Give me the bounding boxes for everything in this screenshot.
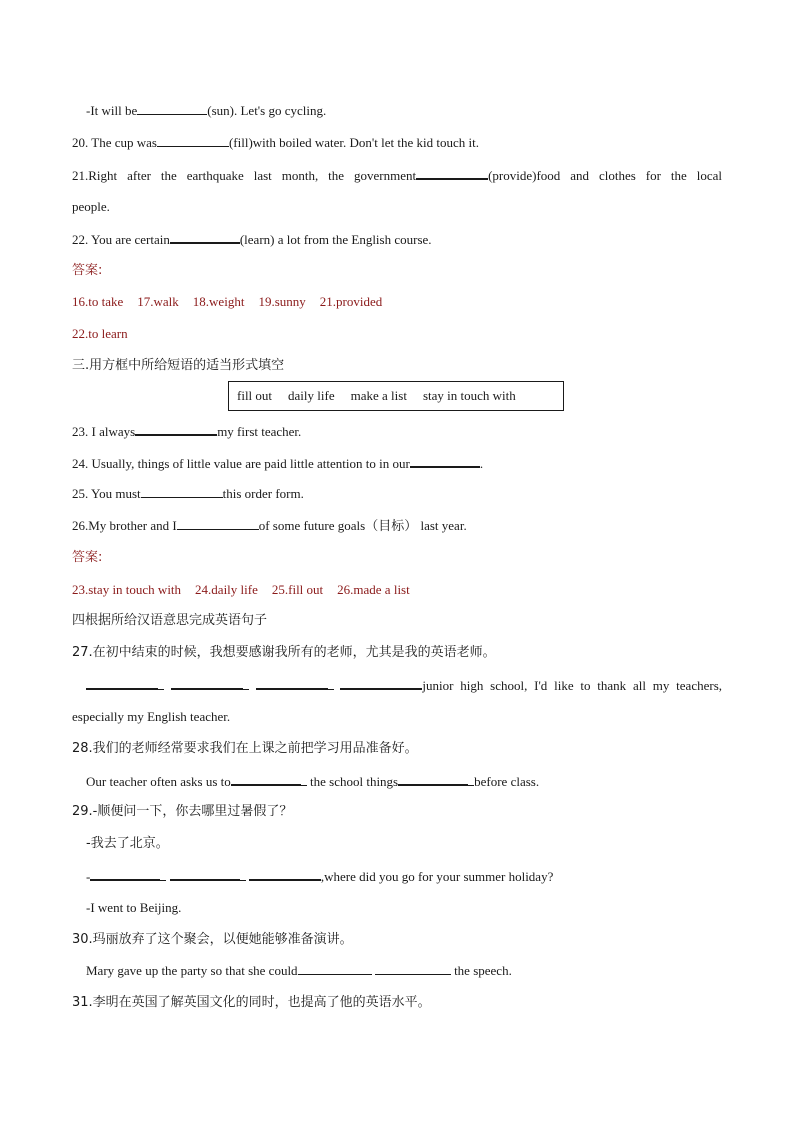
answer-blank[interactable] — [375, 962, 451, 975]
answer-blank[interactable] — [177, 517, 259, 530]
q30-prefix: Mary gave up the party so that she could — [86, 963, 298, 978]
question-29-en-answer: -I went to Beijing. — [86, 900, 182, 915]
question-30-line — [86, 962, 736, 980]
answers-label-1: 答案: — [72, 263, 103, 278]
answer-blank[interactable] — [90, 867, 160, 881]
q22-hint: (learn) a lot from the English course. — [239, 232, 432, 247]
q24-suffix: . — [479, 456, 484, 471]
q27-suffix: junior high school, I'd like to thank all my teachers, — [422, 678, 723, 693]
question-28-prompt: 28.我们的老师经常要求我们在上课之前把学习用品准备好。 — [72, 741, 418, 756]
answer-blank[interactable] — [298, 962, 372, 975]
answer-blank[interactable] — [137, 102, 207, 115]
answer-item: 24.daily life — [195, 582, 258, 597]
answer-item: 16.to take — [72, 294, 124, 309]
answer-item: 23.stay in touch with — [72, 582, 182, 597]
question-20 — [72, 134, 722, 152]
q26-prefix: 26.My brother and I — [72, 518, 177, 533]
phrase-option: stay in touch with — [422, 388, 516, 403]
q29-suffix: ,where did you go for your summer holiday? — [320, 869, 554, 884]
answer-blank[interactable] — [340, 676, 422, 690]
question-19-line — [86, 102, 736, 120]
question-21 — [72, 166, 722, 185]
q24-prefix: 24. Usually, things of little value are paid little attention to in our — [72, 456, 410, 471]
question-28-line — [86, 772, 736, 791]
q20-hint: (fill)with boiled water. Don't let the kid touch it. — [228, 135, 479, 150]
question-29-prompt: 29.-顺便问一下，你去哪里过暑假了？ — [72, 804, 293, 819]
answer-blank[interactable] — [170, 230, 240, 244]
q22-prefix: 22. You are certain — [72, 232, 170, 247]
answer-blank[interactable] — [410, 454, 480, 468]
phrase-option: fill out — [237, 388, 273, 403]
answer-blank[interactable] — [398, 772, 468, 786]
phrase-option: make a list — [350, 388, 407, 403]
q23-suffix: my first teacher. — [217, 424, 302, 439]
q21-hint: (provide)food and clothes for the local — [488, 168, 722, 183]
answers-list-2 — [72, 581, 722, 599]
question-29-cn-answer: -我去了北京。 — [86, 836, 169, 851]
q20-prefix: 20. The cup was — [72, 135, 157, 150]
q28-prefix: Our teacher often asks us to — [86, 774, 231, 789]
question-27-continuation: especially my English teacher. — [72, 709, 231, 724]
answer-blank[interactable] — [141, 485, 223, 498]
answer-item: 25.fill out — [271, 582, 324, 597]
answer-item: 17.walk — [137, 294, 179, 309]
question-29-line: - ,where did you go for your summer holiday? — [86, 869, 554, 884]
answer-blank[interactable] — [249, 867, 321, 881]
q26-cn-gloss: （目标） — [365, 519, 418, 534]
question-23 — [72, 422, 722, 441]
answer-blank[interactable] — [171, 676, 243, 690]
phrase-option: daily life — [288, 388, 335, 403]
q23-prefix: 23. I always — [72, 424, 136, 439]
q30-suffix: the speech. — [454, 963, 512, 978]
answer-item: 19.sunny — [258, 294, 306, 309]
answer-blank[interactable] — [231, 772, 301, 786]
question-26 — [72, 517, 722, 536]
phrase-box — [228, 381, 564, 411]
q21-prefix: 21.Right after the earthquake last month, the government — [72, 168, 417, 183]
question-25 — [72, 485, 722, 503]
question-27-line — [72, 676, 722, 695]
section-3-title: 三.用方框中所给短语的适当形式填空 — [72, 358, 285, 373]
answers-label-2: 答案: — [72, 550, 103, 565]
q19-hint: (sun). Let's go cycling. — [207, 103, 327, 118]
answer-item: 21.provided — [319, 294, 383, 309]
answer-item-22: 22.to learn — [72, 326, 128, 341]
answer-item: 26.made a list — [337, 582, 410, 597]
answer-blank[interactable] — [170, 867, 240, 881]
answer-blank[interactable] — [157, 134, 229, 147]
question-22 — [72, 230, 722, 249]
q26-suffix: of some future goals — [258, 518, 366, 533]
answer-item: 18.weight — [192, 294, 245, 309]
question-24 — [72, 454, 722, 473]
answer-blank[interactable] — [416, 166, 488, 180]
q25-prefix: 25. You must — [72, 486, 141, 501]
q28-mid: the school things — [310, 774, 399, 789]
q25-suffix: this order form. — [222, 486, 304, 501]
answer-blank[interactable] — [86, 676, 158, 690]
question-30-prompt: 30.玛丽放弃了这个聚会，以便她能够准备演讲。 — [72, 932, 353, 947]
answers-list-1 — [72, 293, 722, 311]
question-31-prompt: 31.李明在英国了解英国文化的同时，也提高了他的英语水平。 — [72, 995, 431, 1010]
q19-prefix: -It will be — [86, 103, 138, 118]
q26-tail: last year. — [420, 518, 467, 533]
answer-blank[interactable] — [135, 422, 217, 436]
question-21-continuation: people. — [72, 199, 110, 214]
answer-blank[interactable] — [256, 676, 328, 690]
question-27-prompt: 27.在初中结束的时候，我想要感谢我所有的老师，尤其是我的英语老师。 — [72, 645, 496, 660]
q28-suffix: before class. — [474, 774, 540, 789]
section-4-title: 四根据所给汉语意思完成英语句子 — [72, 613, 268, 628]
